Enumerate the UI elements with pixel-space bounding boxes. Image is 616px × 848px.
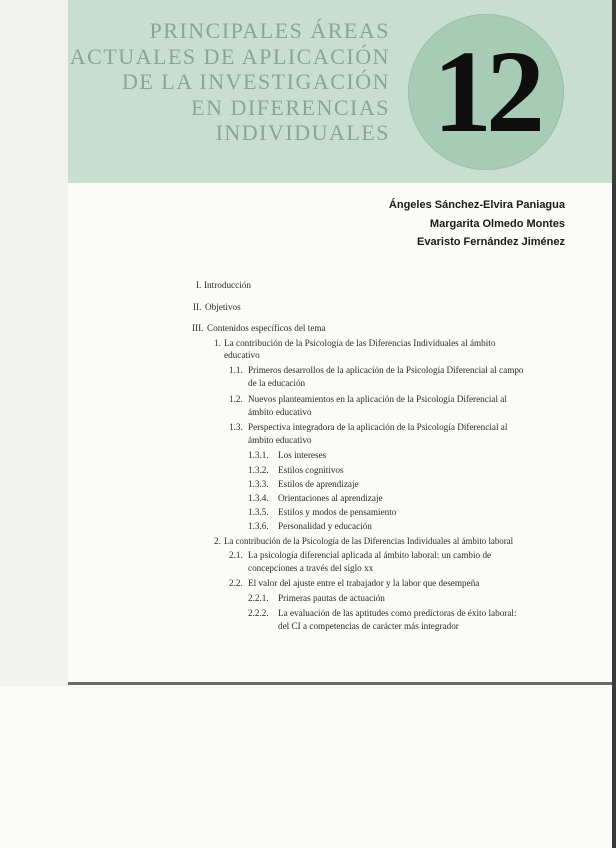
author-name: Margarita Olmedo Montes [429, 217, 565, 230]
toc-entry [229, 393, 507, 405]
scan-right-edge [612, 0, 616, 848]
toc-text: La contribución de la Psicología de las Diferencias Individuales al ámbito [224, 338, 496, 348]
toc-number: 1.3.4. [248, 493, 269, 503]
toc-number: 2.2.2. [248, 608, 269, 618]
toc-entry [229, 549, 492, 561]
chapter-title-line: ACTUALES DE APLICACIÓN [69, 43, 390, 69]
toc-text: Estilos y modos de pensamiento [278, 507, 397, 517]
toc-number: 1.3.5. [248, 507, 269, 517]
toc-text: ámbito educativo [248, 407, 312, 417]
toc-number: 2. [214, 536, 221, 546]
author-name: Ángeles Sánchez-Elvira Paniagua [388, 199, 565, 211]
chapter-title-line: PRINCIPALES ÁREAS [149, 18, 390, 43]
toc-number: 1.2. [229, 394, 243, 404]
chapter-title-line: EN DIFERENCIAS [191, 94, 390, 120]
toc-entry [248, 506, 397, 518]
toc-text: Contenidos específicos del tema [207, 323, 326, 333]
toc-text: Orientaciones al aprendizaje [278, 493, 383, 503]
toc-text: Objetivos [205, 302, 241, 312]
toc-text: concepciones a través del siglo xx [248, 563, 374, 573]
toc-text: La contribución de la Psicología de las Diferencias Individuales al ámbito laboral [224, 536, 514, 546]
toc-text: del CI a competencias de carácter más integrador [278, 621, 459, 631]
toc-entry [192, 322, 326, 334]
toc-text: educativo [224, 350, 260, 360]
toc-entry [248, 464, 344, 476]
chapter-title-line: DE LA INVESTIGACIÓN [121, 69, 390, 94]
toc-text: Perspectiva integradora de la aplicación de la Psicología Diferencial al [248, 422, 508, 432]
toc-entry [214, 337, 496, 349]
toc-number: 1.3. [229, 422, 243, 432]
toc-text: Los intereses [278, 450, 327, 460]
toc-text: La psicología diferencial aplicada al ámbito laboral: un cambio de [248, 550, 492, 560]
toc-number: 2.2. [229, 578, 243, 588]
toc-number: 1.3.1. [248, 450, 269, 460]
toc-number: II. [193, 302, 202, 312]
toc-text: Introducción [204, 280, 251, 290]
toc-entry [229, 421, 508, 433]
toc-text: Nuevos planteamientos en la aplicación de la Psicología Diferencial al [248, 394, 507, 404]
toc-text: Estilos cognitivos [278, 465, 344, 475]
toc-text: Estilos de aprendizaje [278, 479, 359, 489]
toc-number: 1.3.3. [248, 479, 269, 489]
toc-entry [229, 364, 524, 376]
toc-text: Primeras pautas de actuación [278, 593, 385, 603]
chapter-title-line: INDIVIDUALES [215, 120, 390, 145]
toc-number: III. [192, 323, 204, 333]
toc-text: Personalidad y educación [278, 521, 372, 531]
toc-number: 1.1. [229, 365, 243, 375]
author-name: Evaristo Fernández Jiménez [417, 236, 565, 248]
toc-text: Primeros desarrollos de la aplicación de la Psicología Diferencial al campo [248, 365, 524, 375]
toc-entry [196, 279, 251, 291]
toc-number: 1.3.6. [248, 521, 269, 531]
authors-block [389, 196, 565, 252]
toc-entry [214, 535, 514, 547]
chapter-title [68, 18, 390, 146]
toc-number: 2.2.1. [248, 593, 269, 603]
toc-entry [193, 301, 241, 313]
toc-number: 1. [214, 338, 221, 348]
toc-entry [248, 592, 385, 604]
toc-text: ámbito educativo [248, 435, 312, 445]
toc-entry [248, 607, 517, 619]
toc-text: de la educación [248, 378, 306, 388]
toc-entry [248, 492, 383, 504]
toc-entry [248, 478, 359, 490]
toc-text: La evaluación de las aptitudes como predictoras de éxito laboral: [278, 608, 517, 618]
toc-number: 1.3.2. [248, 465, 269, 475]
toc-text: El valor del ajuste entre el trabajador y la labor que desempeña [248, 578, 480, 588]
toc-entry [248, 520, 372, 532]
toc-entry [229, 577, 480, 589]
chapter-number: 12 [433, 26, 539, 157]
scan-left-margin [0, 0, 68, 686]
page-bottom-edge [68, 682, 616, 685]
toc-number: I. [196, 280, 202, 290]
toc-number: 2.1. [229, 550, 243, 560]
toc-entry [248, 449, 327, 461]
